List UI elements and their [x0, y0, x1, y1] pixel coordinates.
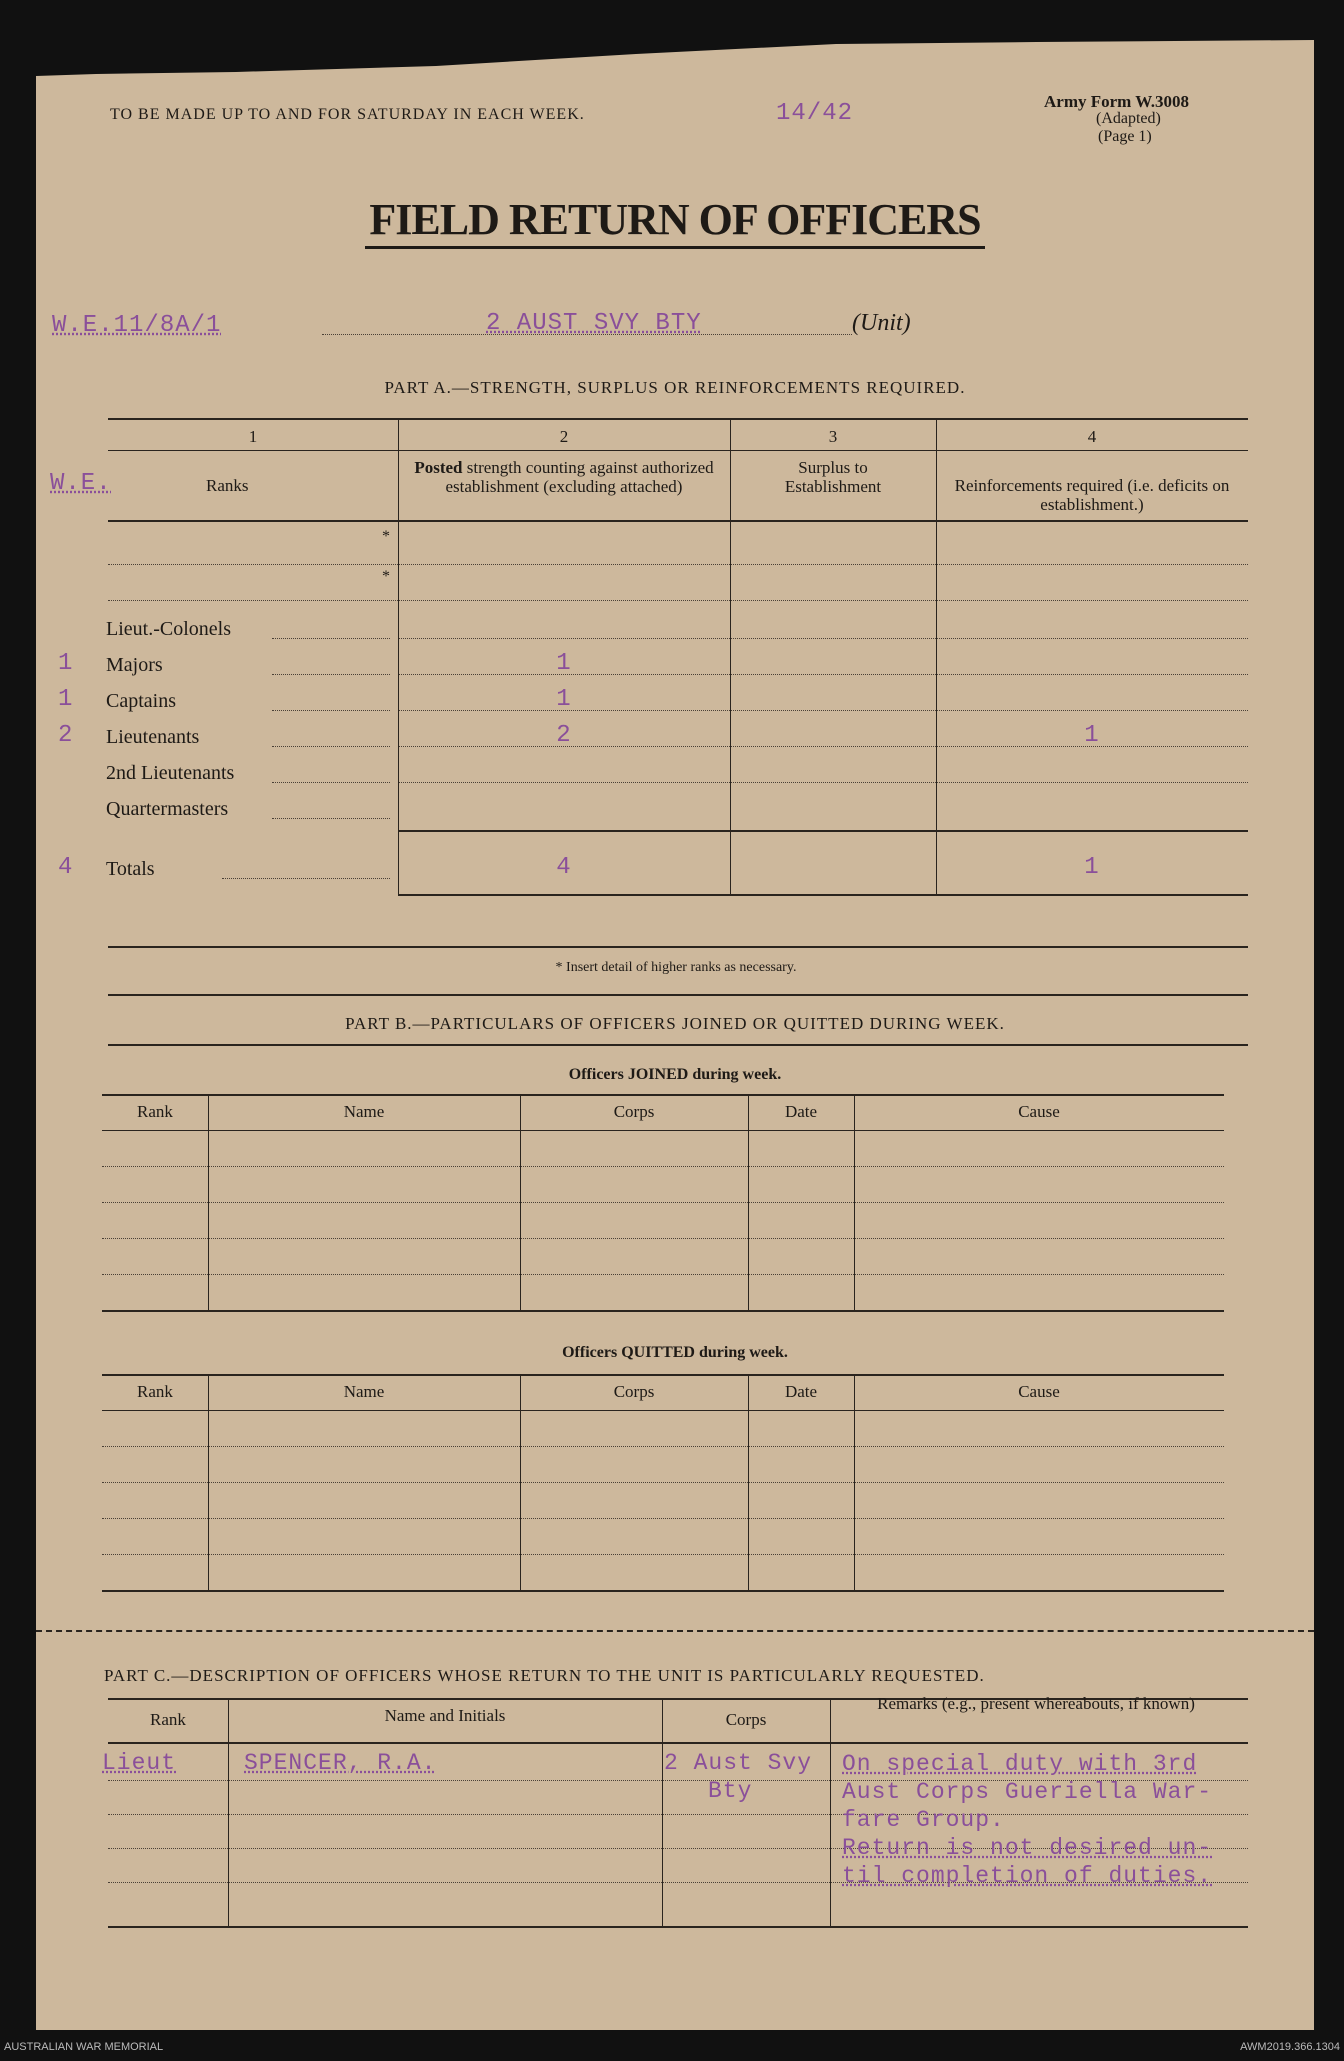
rank-label: Quartermasters	[106, 798, 229, 820]
we-value: 2	[58, 722, 74, 749]
joined-col-cause: Cause	[1018, 1102, 1060, 1121]
rank-label: Lieutenants	[106, 726, 200, 748]
dot-leader	[272, 782, 390, 783]
rule	[108, 450, 1248, 451]
dot-leader	[272, 818, 390, 819]
rank-label: 2nd Lieutenants	[106, 762, 235, 784]
col-divider	[748, 1374, 749, 1590]
quitted-col-corps: Corps	[613, 1382, 655, 1401]
we-value: 1	[58, 650, 74, 677]
joined-col-rank: Rank	[137, 1102, 173, 1121]
we-column-label: W.E.	[50, 470, 112, 497]
posted-header: Posted strength counting against authorized establishment (excluding attached)	[414, 458, 714, 496]
surplus-header: Surplus to Establishment	[784, 458, 882, 496]
rule	[398, 894, 1248, 896]
col-divider	[854, 1374, 855, 1590]
posted-value: 1	[556, 650, 572, 677]
rule	[108, 600, 1248, 601]
we-value: 1	[58, 686, 74, 713]
remarks-line: On special duty with 3rd	[842, 1751, 1198, 1777]
c-entry-remarks	[842, 1750, 1212, 1890]
form-number: Army Form W.3008	[1044, 92, 1189, 111]
form-page-number: (Page 1)	[1098, 128, 1152, 145]
rule	[102, 1518, 1224, 1519]
col-number-1: 1	[248, 427, 258, 446]
rule	[398, 638, 1248, 639]
rule	[108, 1926, 1248, 1928]
col-divider	[662, 1698, 663, 1926]
joined-col-date: Date	[784, 1102, 818, 1121]
posted-value: 1	[556, 686, 572, 713]
rule	[398, 782, 1248, 783]
asterisk-mark: *	[382, 568, 390, 585]
ranks-header: Ranks	[206, 476, 249, 495]
reinforcements-value: 1	[1084, 722, 1100, 749]
totals-label: Totals	[106, 858, 155, 880]
part-b-title: PART B.—PARTICULARS OF OFFICERS JOINED OR QUITTED DURING WEEK.	[345, 1014, 1005, 1033]
part-a-title: PART A.—STRENGTH, SURPLUS OR REINFORCEMENTS REQUIRED.	[384, 378, 966, 397]
col-divider	[730, 418, 731, 894]
rule	[108, 520, 1248, 522]
col-divider	[830, 1698, 831, 1926]
rank-label: Majors	[106, 654, 163, 676]
quitted-col-rank: Rank	[137, 1382, 173, 1401]
dot-leader	[272, 638, 390, 639]
rule	[102, 1238, 1224, 1239]
rule	[108, 418, 1248, 420]
form-page	[36, 34, 1314, 2030]
col-divider	[520, 1094, 521, 1310]
footnote: * Insert detail of higher ranks as necessary.	[555, 960, 797, 975]
page-title: FIELD RETURN OF OFFICERS	[36, 194, 1314, 245]
remarks-line: Aust Corps Gueriella War-	[842, 1779, 1213, 1805]
rule	[102, 1374, 1224, 1376]
joined-title: Officers JOINED during week.	[568, 1066, 782, 1083]
rule	[102, 1410, 1224, 1411]
asterisk-mark: *	[382, 528, 390, 545]
reinforcements-header: Reinforcements required (i.e. deficits on establishment.)	[954, 476, 1230, 514]
totals-we-value: 4	[58, 854, 74, 881]
footer-left: AUSTRALIAN WAR MEMORIAL	[4, 2041, 164, 2053]
rule	[102, 1482, 1224, 1483]
rule	[108, 1044, 1248, 1046]
rule	[102, 1590, 1224, 1592]
quitted-title: Officers QUITTED during week.	[562, 1344, 788, 1361]
quitted-col-cause: Cause	[1018, 1382, 1060, 1401]
dot-leader	[272, 746, 390, 747]
dot-leader	[222, 878, 390, 879]
we-reference: W.E.11/8A/1	[52, 312, 222, 339]
joined-col-corps: Corps	[613, 1102, 655, 1121]
remarks-line: fare Group.	[842, 1807, 1005, 1833]
remarks-line: Return is not desired un-	[842, 1835, 1213, 1861]
rank-label: Lieut.-Colonels	[106, 618, 231, 640]
quitted-col-name: Name	[343, 1382, 385, 1401]
rule	[102, 1446, 1224, 1447]
c-entry-corps-line2: Bty	[708, 1778, 753, 1804]
col-divider	[936, 418, 937, 894]
totals-reinforcements-value: 1	[1084, 854, 1100, 881]
rule	[108, 1742, 1248, 1744]
remarks-line: til completion of duties.	[842, 1863, 1213, 1889]
col-divider	[520, 1374, 521, 1590]
rule	[102, 1310, 1224, 1312]
col-number-3: 3	[828, 427, 838, 446]
c-rank-header: Rank	[150, 1710, 186, 1729]
col-divider	[854, 1094, 855, 1310]
c-entry-name: SPENCER, R.A.	[244, 1750, 437, 1776]
totals-posted-value: 4	[556, 854, 572, 881]
c-corps-header: Corps	[725, 1710, 767, 1729]
col-number-4: 4	[1087, 427, 1097, 446]
rule	[108, 994, 1248, 996]
part-c-title: PART C.—DESCRIPTION OF OFFICERS WHOSE RETURN TO THE UNIT IS PARTICULARLY REQUESTED.	[104, 1666, 985, 1685]
col-divider	[228, 1698, 229, 1926]
dot-leader	[272, 674, 390, 675]
instruction-text: TO BE MADE UP TO AND FOR SATURDAY IN EACH WEEK.	[110, 106, 585, 123]
col-number-2: 2	[559, 427, 569, 446]
rule	[102, 1554, 1224, 1555]
rule	[102, 1130, 1224, 1131]
dot-leader	[272, 710, 390, 711]
unit-value: 2 AUST SVY BTY	[486, 310, 702, 337]
joined-col-name: Name	[343, 1102, 385, 1121]
torn-edge	[36, 34, 1314, 94]
unit-label: (Unit)	[852, 310, 911, 336]
form-adapted: (Adapted)	[1096, 110, 1161, 127]
posted-value: 2	[556, 722, 572, 749]
rule	[108, 946, 1248, 948]
rank-label: Captains	[106, 690, 176, 712]
rule	[102, 1202, 1224, 1203]
week-number: 14/42	[776, 100, 854, 127]
rule	[102, 1274, 1224, 1275]
c-entry-rank: Lieut	[102, 1750, 177, 1776]
footer-right: AWM2019.366.1304	[1240, 2041, 1340, 2053]
col-divider	[748, 1094, 749, 1310]
rule	[102, 1166, 1224, 1167]
c-remarks-header: Remarks (e.g., present whereabouts, if known)	[877, 1694, 1195, 1713]
quitted-col-date: Date	[784, 1382, 818, 1401]
cut-line	[36, 1630, 1314, 1632]
rule	[102, 1094, 1224, 1096]
c-name-header: Name and Initials	[384, 1706, 506, 1725]
rule	[398, 830, 1248, 832]
c-entry-corps-line1: 2 Aust Svy	[664, 1750, 813, 1776]
col-divider	[208, 1374, 209, 1590]
rule	[108, 564, 1248, 565]
col-divider	[208, 1094, 209, 1310]
